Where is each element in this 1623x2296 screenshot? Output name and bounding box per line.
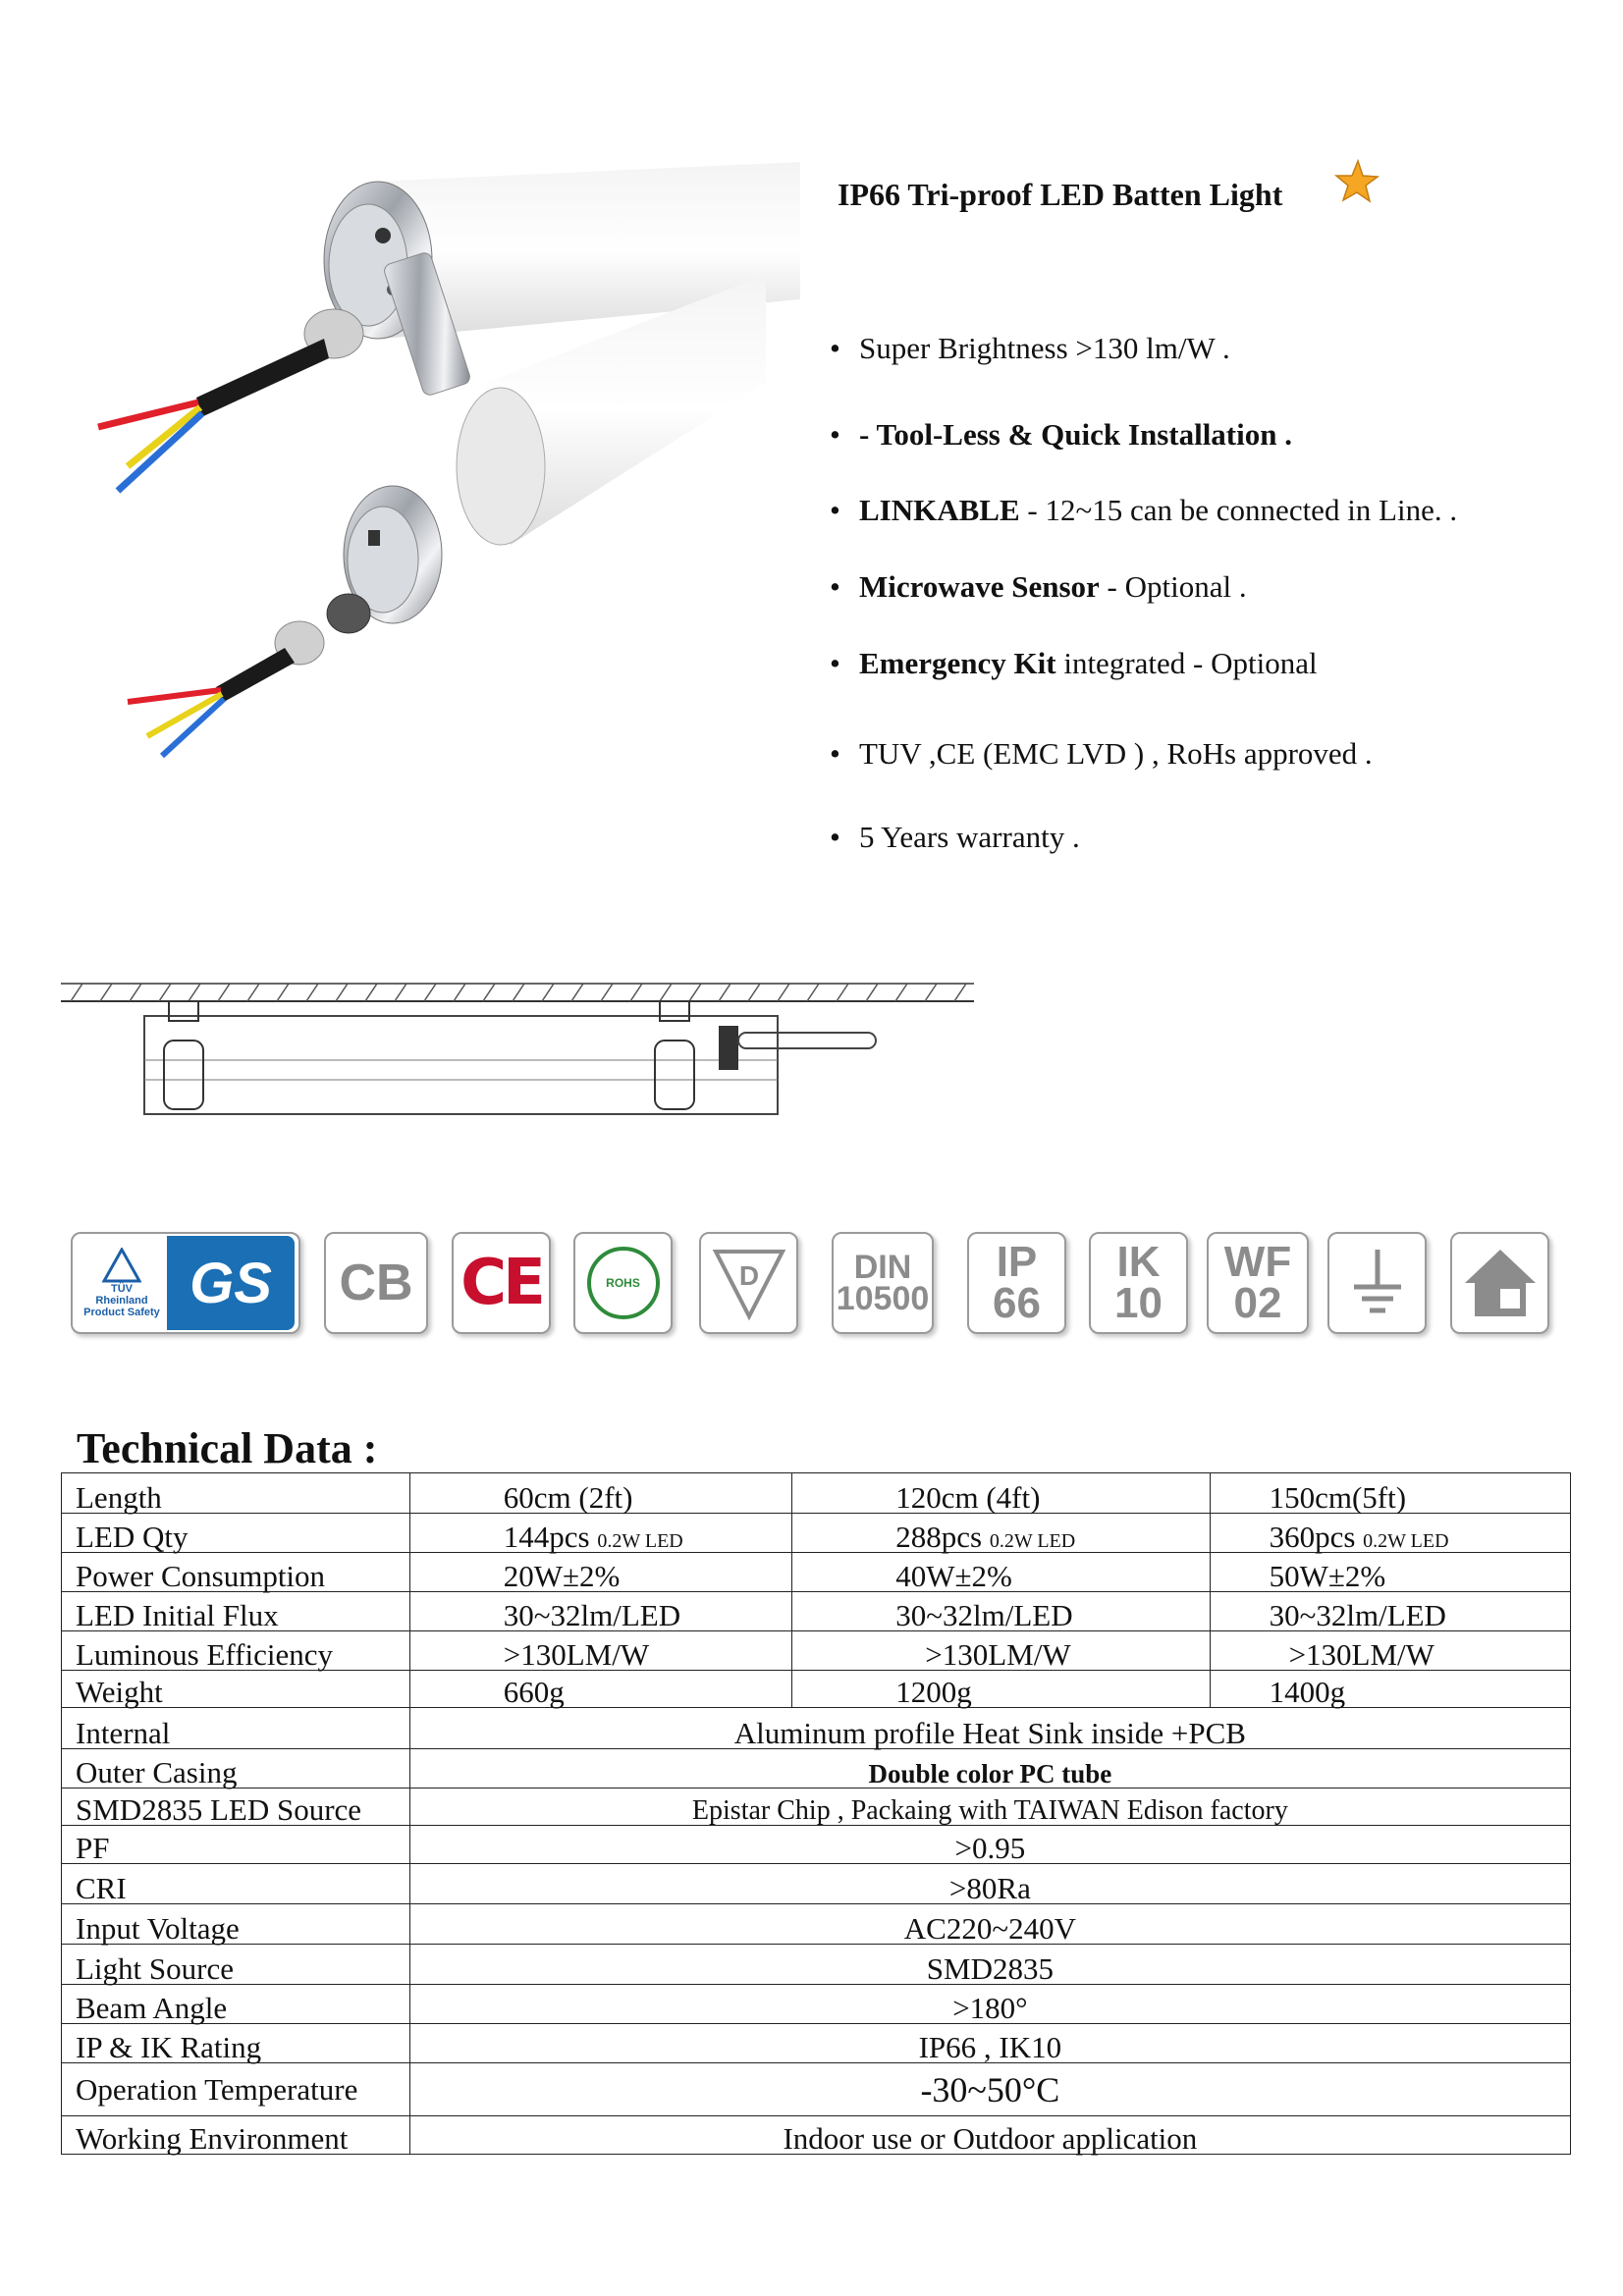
din-badge: DIN 10500 xyxy=(832,1232,934,1334)
table-row: Length 60cm (2ft) 120cm (4ft) 150cm(5ft) xyxy=(62,1473,1571,1514)
cb-badge: CB xyxy=(324,1232,428,1334)
table-row: LED Initial Flux 30~32lm/LED 30~32lm/LED 30~32lm/LED xyxy=(62,1592,1571,1631)
tuv-gs-badge: TÜV Rheinland Product Safety GS xyxy=(71,1232,300,1334)
ce-badge: CE xyxy=(452,1232,551,1334)
feature-item: • Super Brightness >130 lm/W . xyxy=(830,331,1230,365)
table-row: Internal Aluminum profile Heat Sink inside +PCB xyxy=(62,1708,1571,1749)
technical-data-table xyxy=(61,1472,1571,2155)
house-icon xyxy=(1461,1244,1540,1322)
wf02-badge: WF 02 xyxy=(1207,1232,1309,1334)
table-row: Light Source SMD2835 xyxy=(62,1945,1571,1985)
indoor-badge xyxy=(1450,1232,1549,1334)
table-row: CRI >80Ra xyxy=(62,1864,1571,1904)
table-row: Power Consumption 20W±2% 40W±2% 50W±2% xyxy=(62,1553,1571,1592)
table-row: LED Qty 144pcs 0.2W LED 288pcs 0.2W LED 360pcs 0.2W LED xyxy=(62,1514,1571,1553)
d-mark-badge xyxy=(699,1232,798,1334)
feature-item: • LINKABLE - 12~15 can be connected in Line. . xyxy=(830,493,1458,527)
technical-data-title: Technical Data : xyxy=(77,1424,378,1472)
table-row: Weight 660g 1200g 1400g xyxy=(62,1671,1571,1708)
feature-item: • - Tool-Less & Quick Installation . xyxy=(830,417,1292,452)
table-row: Operation Temperature -30~50°C xyxy=(62,2063,1571,2116)
table-row: Outer Casing Double color PC tube xyxy=(62,1749,1571,1789)
table-row: Luminous Efficiency >130LM/W >130LM/W >130LM/W xyxy=(62,1631,1571,1671)
ik10-badge: IK 10 xyxy=(1089,1232,1188,1334)
table-row: PF >0.95 xyxy=(62,1826,1571,1864)
star-icon xyxy=(1330,157,1380,206)
triangle-d-icon xyxy=(710,1244,788,1322)
ground-badge xyxy=(1327,1232,1427,1334)
table-row: Working Environment Indoor use or Outdoor application xyxy=(62,2116,1571,2155)
tuv-triangle-icon xyxy=(102,1248,141,1283)
svg-text:D: D xyxy=(738,1260,759,1291)
certification-badges xyxy=(71,1232,1563,1340)
table-row: Input Voltage AC220~240V xyxy=(62,1904,1571,1945)
table-row: IP & IK Rating IP66 , IK10 xyxy=(62,2024,1571,2063)
feature-item: • 5 Years warranty . xyxy=(830,820,1080,854)
table-row: SMD2835 LED Source Epistar Chip , Packaing with TAIWAN Edison factory xyxy=(62,1789,1571,1826)
product-title: IP66 Tri-proof LED Batten Light xyxy=(838,177,1283,212)
ip66-badge: IP 66 xyxy=(967,1232,1066,1334)
table-row: Beam Angle >180° xyxy=(62,1985,1571,2024)
rohs-badge: ROHS xyxy=(573,1232,673,1334)
feature-item: • Microwave Sensor - Optional . xyxy=(830,569,1247,604)
product-image xyxy=(88,152,805,859)
ground-icon xyxy=(1348,1246,1407,1320)
feature-item: • Emergency Kit integrated - Optional xyxy=(830,646,1318,680)
installation-diagram xyxy=(61,972,979,1139)
feature-item: • TUV ,CE (EMC LVD ) , RoHs approved . xyxy=(830,736,1373,771)
